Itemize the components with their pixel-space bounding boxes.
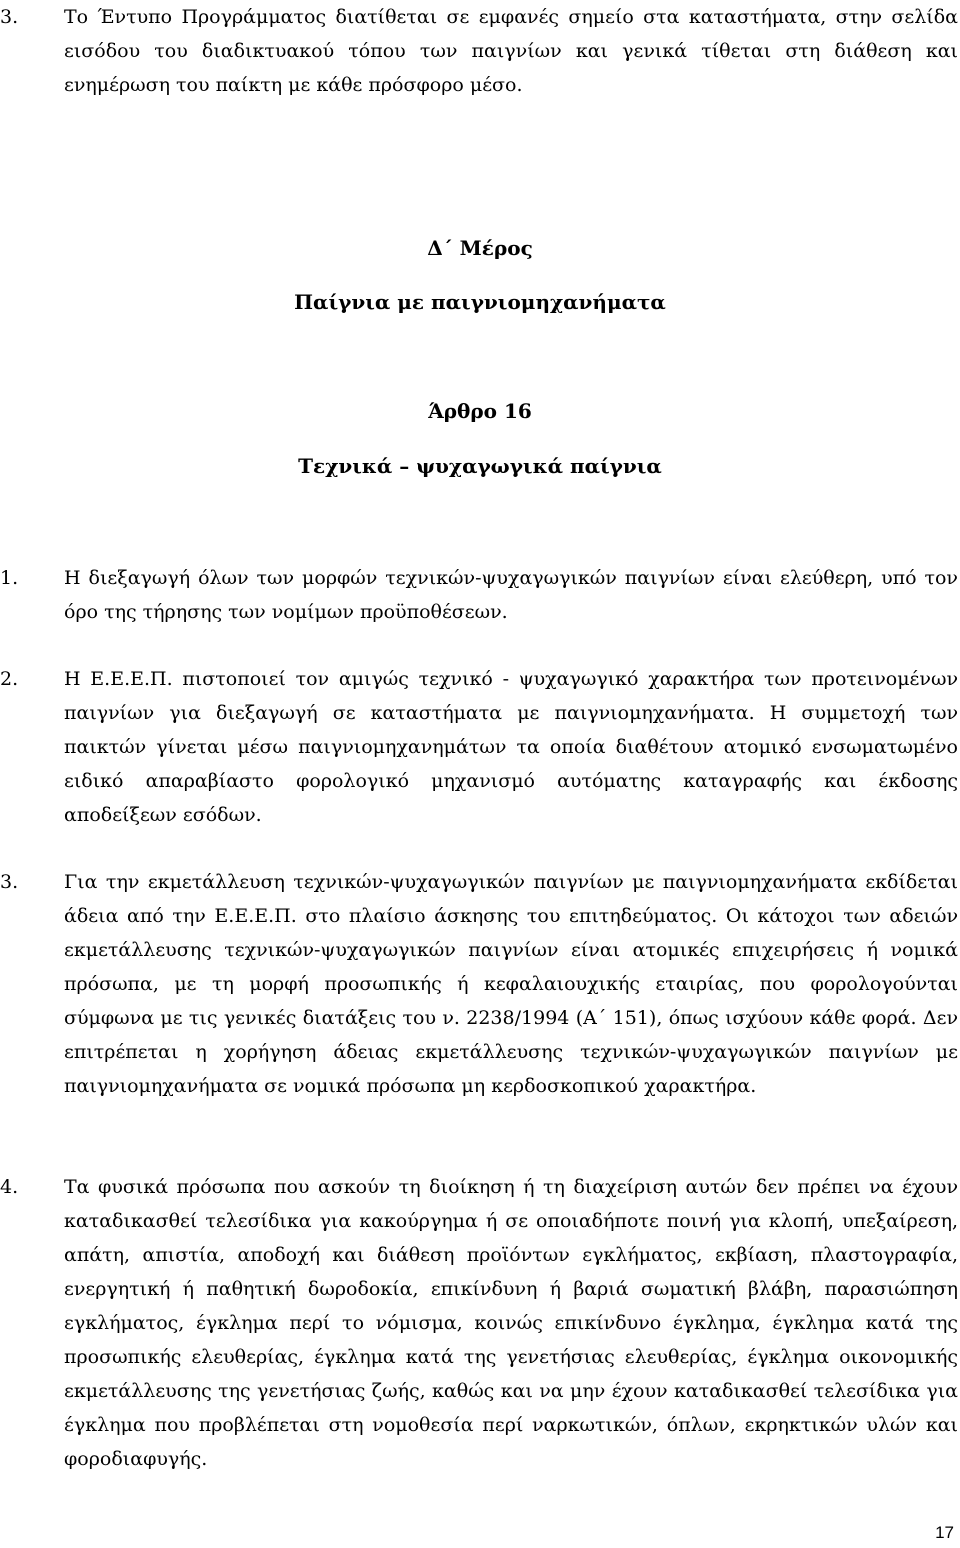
paragraph-3 <box>0 865 958 1103</box>
paragraph-3-intro <box>0 0 958 102</box>
paragraph-number: 3. <box>0 6 19 28</box>
paragraph-text: Η διεξαγωγή όλων των μορφών τεχνικών-ψυχαγωγικών παιγνίων είναι ελεύθερη, υπό τον όρο της τήρησης των νομίμων προϋποθέσεων. <box>64 567 958 623</box>
paragraph-number: 1. <box>0 567 19 589</box>
paragraph-text: Για την εκμετάλλευση τεχνικών-ψυχαγωγικών παιγνίων με παιγνιομηχανήματα εκδίδεται άδεια από την Ε.Ε.Ε.Π. στο πλαίσιο άσκησης του επιτηδεύματος. Οι κάτοχοι των αδειών εκμετάλλευσης τεχνικών-ψυχαγωγικών παιγνίων είναι ατομικές επιχειρήσεις ή νομικά πρόσωπα, με τη μορφή προσωπικής ή κεφαλαιουχικής εταιρίας, που φορολογούνται σύμφωνα με τις γενικές διατάξεις του ν. 2238/1994 (Α΄ 151), όπως ισχύουν κάθε φορά. Δεν επιτρέπεται η χορήγηση άδειας εκμετάλλευσης τεχνικών-ψυχαγωγικών παιγνίων με παιγνιομηχανήματα σε νομικά πρόσωπα μη κερδοσκοπικού χαρακτήρα. <box>64 871 958 1097</box>
paragraph-2 <box>0 662 958 832</box>
paragraph-number: 4. <box>0 1176 19 1198</box>
paragraph-4 <box>0 1170 958 1476</box>
paragraph-number: 3. <box>0 871 19 893</box>
part-title: Παίγνια με παιγνιομηχανήματα <box>294 290 666 314</box>
article-heading: Άρθρο 16 <box>428 399 532 423</box>
paragraph-1 <box>0 561 958 629</box>
paragraph-text: Το Έντυπο Προγράμματος διατίθεται σε εμφανές σημείο στα καταστήματα, στην σελίδα εισόδου του διαδικτυακού τόπου των παιγνίων και γενικά τίθεται στη διάθεση και ενημέρωση του παίκτη με κάθε πρόσφορο μέσο. <box>64 6 958 96</box>
paragraph-text: Τα φυσικά πρόσωπα που ασκούν τη διοίκηση ή τη διαχείριση αυτών δεν πρέπει να έχουν καταδικασθεί τελεσίδικα για κακούργημα ή σε οποιαδήποτε ποινή για κλοπή, υπεξαίρεση, απάτη, απιστία, αποδοχή και διάθεση προϊόντων εγκλήματος, εκβίαση, πλαστογραφία, ενεργητική ή παθητική δωροδοκία, επικίνδυνη ή βαριά σωματική βλάβη, παρασιώπηση εγκλήματος, έγκλημα περί το νόμισμα, κοινώς επικίνδυνο έγκλημα, έγκλημα κατά της προσωπικής ελευθερίας, έγκλημα κατά της γενετήσιας ελευθερίας, έγκλημα οικονομικής εκμετάλλευσης της γενετήσιας ζωής, καθώς και να μην έχουν καταδικασθεί τελεσίδικα για έγκλημα που προβλέπεται στη νομοθεσία περί ναρκωτικών, όπλων, εκρηκτικών υλών και φοροδιαφυγής. <box>64 1176 958 1470</box>
page-number: 17 <box>935 1523 954 1542</box>
paragraph-number: 2. <box>0 668 19 690</box>
part-heading: Δ΄ Μέρος <box>427 236 533 260</box>
article-title: Τεχνικά – ψυχαγωγικά παίγνια <box>298 454 662 478</box>
paragraph-text: Η Ε.Ε.Ε.Π. πιστοποιεί τον αμιγώς τεχνικό - ψυχαγωγικό χαρακτήρα των προτεινομένων παιγνίων για διεξαγωγή σε καταστήματα με παιγνιομηχανήματα. Η συμμετοχή των παικτών γίνεται μέσω παιγνιομηχανημάτων τα οποία διαθέτουν ατομικό ενσωματωμένο ειδικό απαραβίαστο φορολογικό μηχανισμό αυτόματης καταγραφής και έκδοσης αποδείξεων εσόδων. <box>64 668 958 826</box>
